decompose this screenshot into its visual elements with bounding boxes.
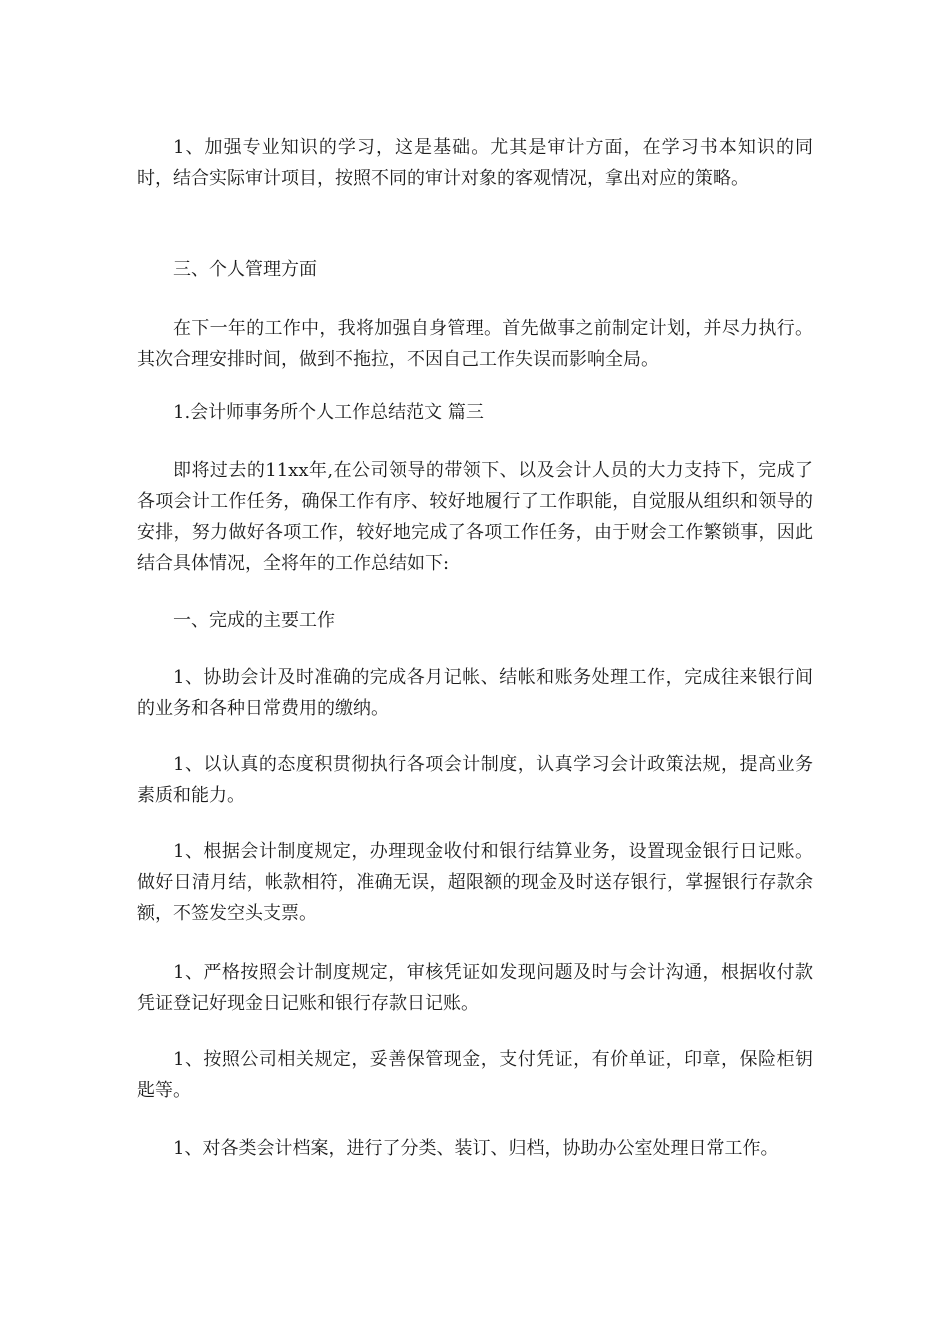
paragraph-accounting-policy: 1、以认真的态度积贯彻执行各项会计制度，认真学习会计政策法规，提高业务素质和能力。 <box>137 754 813 806</box>
section-heading-personal-management: 三、个人管理方面 <box>173 259 317 280</box>
section-heading-main-work: 一、完成的主要工作 <box>173 610 335 631</box>
paragraph-study-knowledge: 1、加强专业知识的学习，这是基础。尤其是审计方面，在学习书本知识的同时，结合实际审计项目，按照不同的审计对象的客观情况，拿出对应的策略。 <box>137 137 813 189</box>
paragraph-cash-handling: 1、根据会计制度规定，办理现金收付和银行结算业务，设置现金银行日记账。做好日清月结，帐款相符，准确无误，超限额的现金及时送存银行，掌握银行存款余额，不签发空头支票。 <box>137 841 813 924</box>
article-title-part-three: 1.会计师事务所个人工作总结范文 篇三 <box>173 402 484 423</box>
paragraph-archives: 1、对各类会计档案，进行了分类、装订、归档，协助办公室处理日常工作。 <box>173 1138 779 1159</box>
paragraph-self-management: 在下一年的工作中，我将加强自身管理。首先做事之前制定计划，并尽力执行。其次合理安排时间，做到不拖拉，不因自己工作失误而影响全局。 <box>137 318 813 370</box>
paragraph-safekeeping: 1、按照公司相关规定，妥善保管现金，支付凭证，有价单证，印章，保险柜钥匙等。 <box>137 1049 813 1101</box>
paragraph-year-summary-intro: 即将过去的11xx年,在公司领导的带领下、以及会计人员的大力支持下，完成了各项会计工作任务，确保工作有序、较好地履行了工作职能，自觉服从组织和领导的安排，努力做好各项工作，较好地完成了各项工作任务，由于财会工作繁锁事，因此结合具体情况，全将年的工作总结如下: <box>137 460 813 574</box>
paragraph-bookkeeping: 1、协助会计及时准确的完成各月记帐、结帐和账务处理工作，完成往来银行间的业务和各种日常费用的缴纳。 <box>137 667 813 719</box>
paragraph-voucher-review: 1、严格按照会计制度规定，审核凭证如发现问题及时与会计沟通，根据收付款凭证登记好现金日记账和银行存款日记账。 <box>137 962 813 1014</box>
